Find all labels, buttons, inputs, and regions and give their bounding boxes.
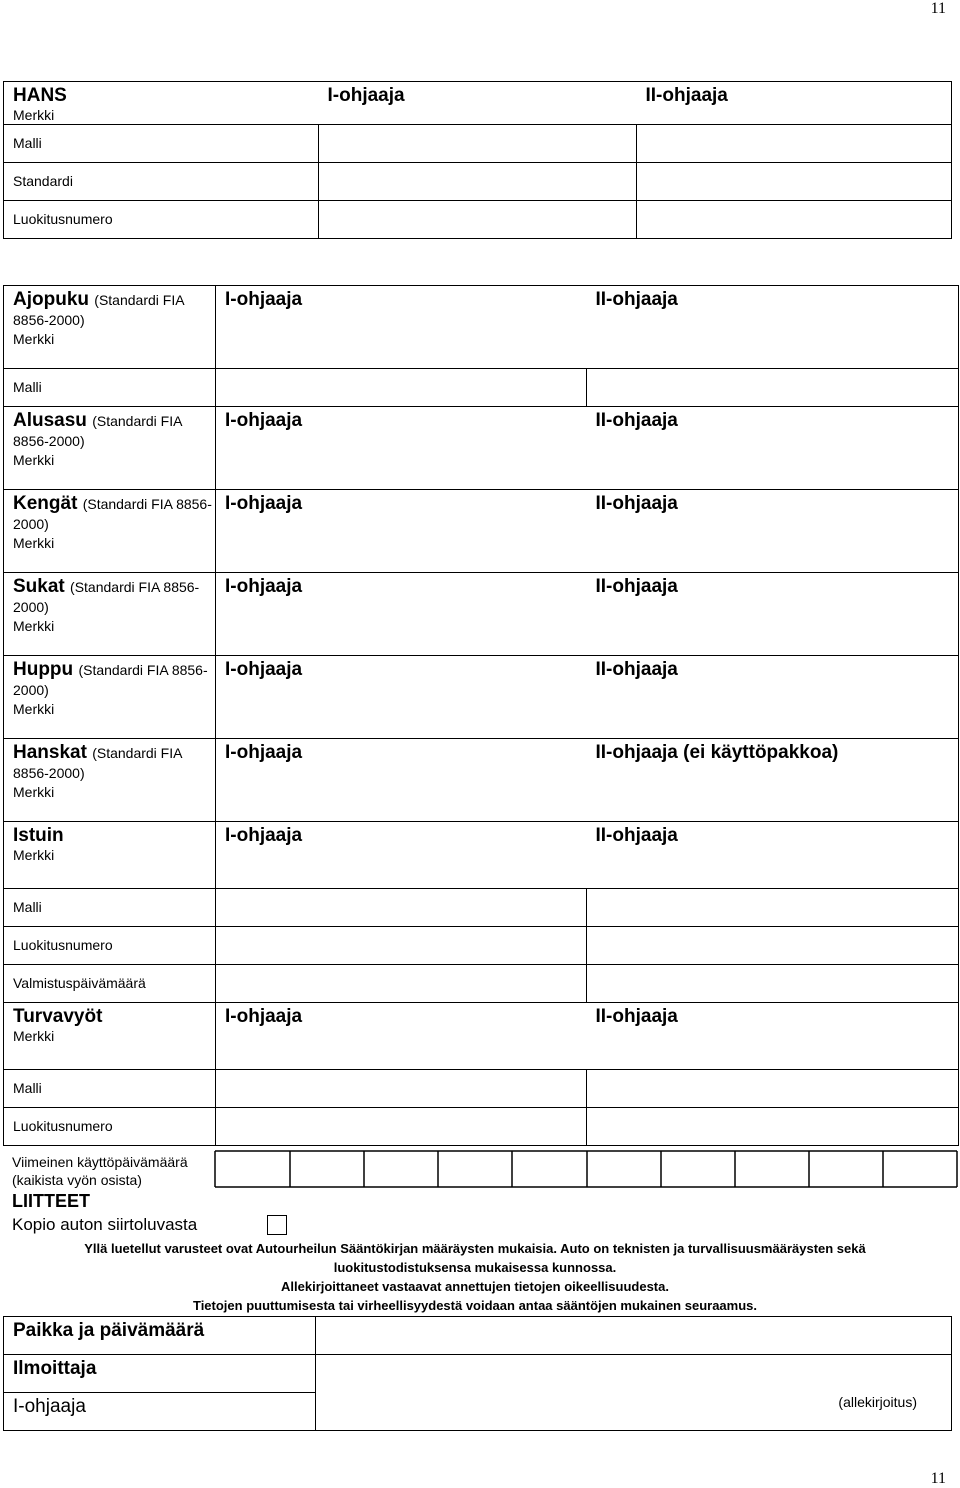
- hans-field-standardi: Standardi: [13, 173, 73, 189]
- belt-expiry-boxes: [3, 1150, 958, 1188]
- hans-table: [3, 81, 952, 239]
- istuin-input-luokitus-1[interactable]: [216, 927, 587, 965]
- turvavyot-field-merkki: Merkki: [13, 1028, 55, 1044]
- ajopuku-input-malli-2[interactable]: [587, 369, 959, 407]
- ajopuku-field-merkki: Merkki: [13, 331, 55, 347]
- istuin-field-malli: Malli: [13, 899, 42, 915]
- hans-input-1-1[interactable]: [319, 125, 637, 163]
- istuin-input-malli-2[interactable]: [587, 889, 959, 927]
- place-date-input[interactable]: [316, 1317, 952, 1355]
- turvavyot-input-malli-1[interactable]: [216, 1070, 587, 1108]
- signature-label: (allekirjoitus): [838, 1394, 917, 1410]
- attachments-title: LIITTEET: [12, 1191, 90, 1211]
- hans-input-2-1[interactable]: [319, 163, 637, 201]
- ajopuku-input-malli-1[interactable]: [216, 369, 587, 407]
- turvavyot-input-luokitus-1[interactable]: [216, 1108, 587, 1146]
- hans-input-3-1[interactable]: [319, 201, 637, 239]
- huppu-col1-header: I-ohjaaja: [225, 659, 303, 680]
- turvavyot-col1-header: I-ohjaaja: [225, 1006, 303, 1027]
- hanskat-col1-header: I-ohjaaja: [225, 742, 303, 763]
- hanskat-field-merkki: Merkki: [13, 784, 55, 800]
- ajopuku-col2-header: II-ohjaaja: [595, 289, 678, 310]
- page-number-top: 11: [930, 0, 946, 17]
- istuin-input-valmistus-2[interactable]: [587, 965, 959, 1003]
- istuin-input-malli-1[interactable]: [216, 889, 587, 927]
- istuin-field-valmistuspaiva: Valmistuspäivämäärä: [13, 975, 146, 991]
- kengat-col2-header: II-ohjaaja: [595, 493, 678, 514]
- hans-input-2-2[interactable]: [637, 163, 952, 201]
- hans-field-luokitusnumero: Luokitusnumero: [13, 211, 113, 227]
- notice-line-4: Tietojen puuttumisesta tai virheellisyydestä voidaan antaa sääntöjen mukainen seuraamus.: [192, 1298, 757, 1313]
- belt-expiry-row: [3, 1150, 958, 1186]
- huppu-field-merkki: Merkki: [13, 701, 55, 717]
- sukat-col2-header: II-ohjaaja: [595, 576, 678, 597]
- sukat-title: Sukat (Standardi FIA 8856-2000): [13, 576, 200, 615]
- turvavyot-input-luokitus-2[interactable]: [587, 1108, 959, 1146]
- attachments-item-label: Kopio auton siirtoluvasta: [12, 1215, 198, 1234]
- signature-table: [3, 1316, 952, 1431]
- huppu-col2-header: II-ohjaaja: [595, 659, 678, 680]
- belt-expiry-label: Viimeinen käyttöpäivämäärä: [12, 1154, 188, 1170]
- hans-input-1-2[interactable]: [637, 125, 952, 163]
- signature-input[interactable]: [316, 1355, 952, 1431]
- page-number-bottom: 11: [930, 1470, 946, 1487]
- hans-input-3-2[interactable]: [637, 201, 952, 239]
- hans-title-cell: [4, 82, 319, 125]
- alusasu-field-merkki: Merkki: [13, 452, 55, 468]
- notice-line-1: Yllä luetellut varusteet ovat Autourheilun Sääntökirjan määräysten mukaisia. Auto on teknisten ja turvallisuusmääräysten sekä: [84, 1241, 866, 1256]
- equipment-table: [3, 285, 959, 1146]
- notice-line-3: Allekirjoittaneet vastaavat annettujen tietojen oikeellisuudesta.: [281, 1279, 669, 1294]
- kengat-title: Kengät (Standardi FIA 8856-2000): [13, 493, 212, 532]
- belt-expiry-sublabel: (kaikista vyön osista): [12, 1172, 142, 1188]
- hans-field-malli: Malli: [13, 135, 42, 151]
- alusasu-col1-header: I-ohjaaja: [225, 410, 303, 431]
- hanskat-col2-header: II-ohjaaja (ei käyttöpakkoa): [595, 742, 839, 763]
- hans-col2-header: II-ohjaaja: [645, 85, 728, 106]
- istuin-field-luokitusnumero: Luokitusnumero: [13, 937, 113, 953]
- turvavyot-input-malli-2[interactable]: [587, 1070, 959, 1108]
- istuin-title: Istuin: [13, 825, 64, 846]
- ajopuku-field-malli: Malli: [13, 379, 42, 395]
- place-date-label: Paikka ja päivämäärä: [13, 1320, 205, 1341]
- kengat-col1-header: I-ohjaaja: [225, 493, 303, 514]
- istuin-col2-header: II-ohjaaja: [595, 825, 678, 846]
- ajopuku-title: Ajopuku (Standardi FIA 8856-2000): [13, 289, 184, 328]
- kengat-field-merkki: Merkki: [13, 535, 55, 551]
- istuin-field-merkki: Merkki: [13, 847, 55, 863]
- notice-text: [20, 1239, 930, 1315]
- turvavyot-col2-header: II-ohjaaja: [595, 1006, 678, 1027]
- istuin-input-valmistus-1[interactable]: [216, 965, 587, 1003]
- istuin-col1-header: I-ohjaaja: [225, 825, 303, 846]
- turvavyot-field-malli: Malli: [13, 1080, 42, 1096]
- turvavyot-title: Turvavyöt: [13, 1006, 103, 1027]
- sukat-field-merkki: Merkki: [13, 618, 55, 634]
- ajopuku-col1-header: I-ohjaaja: [225, 289, 303, 310]
- istuin-input-luokitus-2[interactable]: [587, 927, 959, 965]
- declarant-label: Ilmoittaja: [13, 1358, 97, 1379]
- alusasu-title: Alusasu (Standardi FIA 8856-2000): [13, 410, 182, 449]
- attachments-checkbox[interactable]: [267, 1215, 287, 1235]
- alusasu-col2-header: II-ohjaaja: [595, 410, 678, 431]
- hans-title: HANS: [13, 85, 67, 106]
- turvavyot-field-luokitusnumero: Luokitusnumero: [13, 1118, 113, 1134]
- notice-line-2: luokitustodistuksensa mukaisessa kunnossa.: [333, 1260, 617, 1275]
- hanskat-title: Hanskat (Standardi FIA 8856-2000): [13, 742, 182, 781]
- hans-col1-header: I-ohjaaja: [327, 85, 405, 106]
- huppu-title: Huppu (Standardi FIA 8856-2000): [13, 659, 208, 698]
- hans-field-merkki: Merkki: [13, 107, 55, 123]
- sukat-col1-header: I-ohjaaja: [225, 576, 303, 597]
- driver-label: I-ohjaaja: [13, 1396, 86, 1417]
